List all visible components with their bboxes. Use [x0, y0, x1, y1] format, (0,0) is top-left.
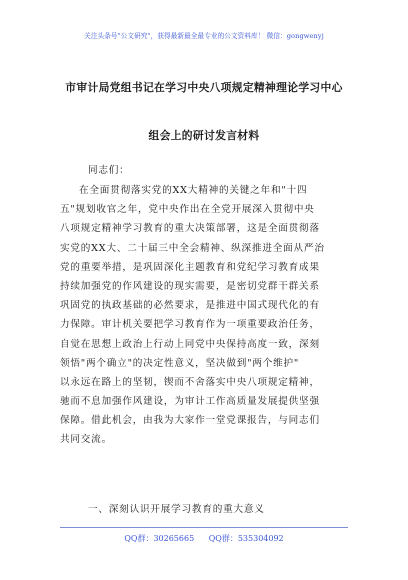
document-title-line-1: 市审计局党组书记在学习中央八项规定精神理论学习中心: [65, 81, 343, 94]
salutation: 同志们：: [88, 165, 130, 176]
footer-divider: [60, 527, 348, 528]
document-title-line-2: 组会上的研讨发言材料: [148, 129, 260, 142]
paragraph-line: 巩固党的执政基础的必然要求，是推进中国式现代化的有: [60, 300, 320, 312]
paragraph-line: 领悟"两个确立"的决定性意义，坚决做到"两个维护": [60, 357, 300, 369]
paragraph-line: 持续加强党的作风建设的现实需要，是密切党群干群关系: [60, 280, 320, 292]
paragraph-line: 共同交流。: [60, 434, 112, 446]
paragraph-line: 驰而不息加强作风建设，为审计工作高质量发展提供坚强: [60, 396, 320, 408]
paragraph-line: 自觉在思想上政治上行动上同党中央保持高度一致，深刻: [60, 338, 320, 350]
footer-qq-group-2[interactable]: QQ群：535304092: [208, 534, 284, 543]
section-heading: 一、深刻认识开展学习教育的重大意义: [88, 504, 265, 515]
paragraph-line: 八项规定精神学习教育的重大决策部署，这是全面贯彻落: [60, 223, 320, 235]
footer-qq-group-1[interactable]: QQ群：30265665: [124, 534, 195, 543]
paragraph-line: 力保障。审计机关要把学习教育作为一项重要政治任务，: [60, 319, 320, 331]
paragraph-line: 五"规划收官之年，党中央作出在全党开展深入贯彻中央: [60, 204, 315, 216]
paragraph-line: 在全面贯彻落实党的XX大精神的关键之年和"十四: [79, 185, 308, 196]
paragraph-line: 党的重要举措，是巩固深化主题教育和党纪学习教育成果: [60, 261, 320, 273]
footer-qq-groups: [0, 533, 408, 544]
paragraph-line: 以永远在路上的坚韧，锲而不舍落实中央八项规定精神，: [60, 376, 320, 388]
body-paragraph: [60, 181, 350, 450]
paragraph-line: 实党的XX大、二十届三中全会精神、纵深推进全面从严治: [60, 242, 325, 254]
header-banner[interactable]: 关注头条号"公文研究"，获得最新最全最专业的公文资料库！ 微信：gongwenyj: [84, 32, 324, 40]
paragraph-line: 保障。借此机会，由我为大家作一堂党课报告，与同志们: [60, 415, 320, 427]
